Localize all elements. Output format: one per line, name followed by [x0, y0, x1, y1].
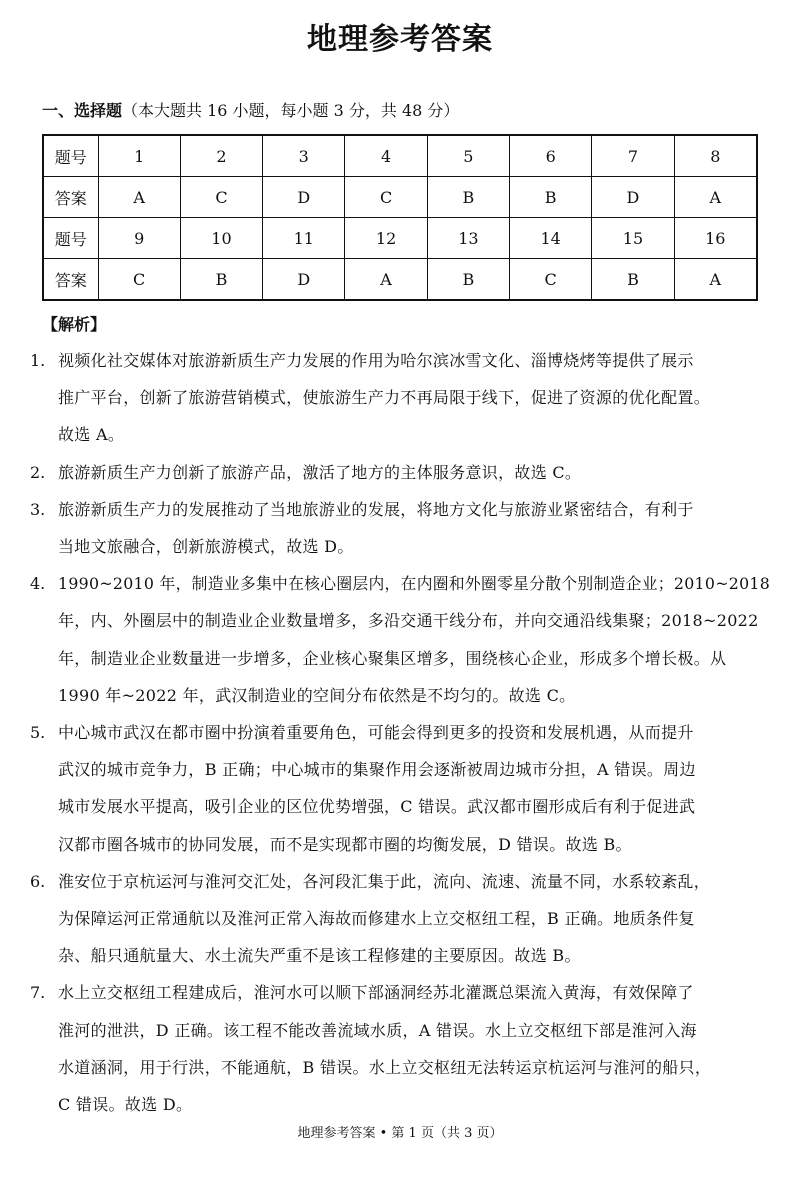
table-cell: C — [510, 259, 592, 301]
item-text-line: 年，制造业企业数量进一步增多，企业核心聚集区增多，围绕核心企业，形成多个增长极。从 — [58, 648, 727, 668]
table-cell: 8 — [674, 135, 757, 177]
analysis-item — [30, 491, 770, 565]
row-label: 答案 — [43, 259, 98, 301]
table-cell: A — [674, 259, 757, 301]
item-number: 6. — [30, 871, 46, 891]
table-cell: A — [674, 177, 757, 218]
item-text-line: 视频化社交媒体对旅游新质生产力发展的作用为哈尔滨冰雪文化、淄博烧烤等提供了展示 — [58, 351, 694, 370]
table-cell: A — [345, 259, 427, 301]
item-number: 2. — [30, 462, 46, 482]
analysis-heading: 【解析】 — [42, 315, 107, 334]
item-number: 7. — [30, 983, 46, 1003]
table-cell: 3 — [263, 135, 345, 177]
table-cell: D — [592, 177, 674, 218]
table-cell: C — [180, 177, 262, 218]
item-text-line: 中心城市武汉在都市圈中扮演着重要角色，可能会得到更多的投资和发展机遇，从而提升 — [58, 723, 694, 743]
table-row — [43, 177, 757, 218]
item-text-line: 水道涵洞，用于行洪，不能通航，B 错误。水上立交枢纽无法转运京杭运河与淮河的船只， — [58, 1057, 712, 1077]
table-cell: C — [98, 259, 180, 301]
table-cell: B — [427, 177, 509, 218]
analysis-item — [30, 974, 770, 1123]
table-cell: B — [510, 177, 592, 218]
answer-table — [42, 134, 758, 301]
table-cell: 15 — [592, 218, 674, 259]
item-text-line: 水上立交枢纽工程建成后，淮河水可以顺下部涵洞经苏北灌溉总渠流入黄海，有效保障了 — [58, 983, 694, 1003]
page-footer: 地理参考答案 • 第 1 页（共 3 页） — [297, 1126, 503, 1141]
analysis-item — [30, 714, 770, 863]
page-title: 地理参考答案 — [307, 22, 493, 57]
row-label: 答案 — [43, 177, 98, 218]
table-cell: B — [592, 259, 674, 301]
item-text-line: 武汉的城市竞争力，B 正确；中心城市的集聚作用会逐渐被周边城市分担，A 错误。周边 — [58, 760, 696, 780]
item-text-line: 1990 年~2022 年，武汉制造业的空间分布依然是不均匀的。故选 C。 — [58, 685, 576, 705]
table-cell: 6 — [510, 135, 592, 177]
section-label: 一、选择题 — [42, 101, 123, 120]
row-label: 题号 — [43, 218, 98, 259]
table-cell: 14 — [510, 218, 592, 259]
item-text-line: 城市发展水平提高，吸引企业的区位优势增强，C 错误。武汉都市圈形成后有利于促进武 — [58, 797, 696, 817]
section-heading — [42, 98, 459, 121]
item-number: 1. — [30, 351, 46, 370]
analysis-item — [30, 863, 770, 975]
item-number: 3. — [30, 499, 46, 519]
table-cell: 13 — [427, 218, 509, 259]
section-note: （本大题共 16 小题，每小题 3 分，共 48 分） — [122, 101, 460, 120]
analysis-list — [30, 342, 770, 1123]
table-cell: 9 — [98, 218, 180, 259]
table-cell: 12 — [345, 218, 427, 259]
item-text-line: 淮河的泄洪，D 正确。该工程不能改善流域水质，A 错误。水上立交枢纽下部是淮河入海 — [58, 1020, 697, 1040]
item-text-line: 旅游新质生产力的发展推动了当地旅游业的发展，将地方文化与旅游业紧密结合，有利于 — [58, 499, 694, 519]
table-cell: 16 — [674, 218, 757, 259]
table-row — [43, 135, 757, 177]
item-text-line: 当地文旅融合，创新旅游模式，故选 D。 — [58, 537, 354, 557]
table-cell: C — [345, 177, 427, 218]
row-label: 题号 — [43, 135, 98, 177]
item-text-line: 年，内、外圈层中的制造业企业数量增多，多沿交通干线分布，并向交通沿线集聚；2018~2022 — [58, 611, 759, 631]
table-cell: 11 — [263, 218, 345, 259]
table-cell: 4 — [345, 135, 427, 177]
item-text-line: 推广平台，创新了旅游营销模式，使旅游生产力不再局限于线下，促进了资源的优化配置。 — [58, 388, 711, 408]
item-number: 4. — [30, 574, 46, 594]
item-text-line: 杂、船只通航量大、水土流失严重不是该工程修建的主要原因。故选 B。 — [58, 946, 581, 966]
table-row — [43, 218, 757, 259]
analysis-item — [30, 454, 770, 491]
table-cell: B — [180, 259, 262, 301]
table-cell: D — [263, 177, 345, 218]
table-row — [43, 259, 757, 301]
analysis-item — [30, 342, 770, 454]
item-text-line: 淮安位于京杭运河与淮河交汇处，各河段汇集于此，流向、流速、流量不同，水系较紊乱， — [58, 871, 711, 891]
table-cell: B — [427, 259, 509, 301]
table-cell: 10 — [180, 218, 262, 259]
table-cell: 1 — [98, 135, 180, 177]
table-cell: D — [263, 259, 345, 301]
table-cell: 2 — [180, 135, 262, 177]
item-text-line: 为保障运河正常通航以及淮河正常入海故而修建水上立交枢纽工程，B 正确。地质条件复 — [58, 909, 695, 929]
item-text-line: 1990~2010 年，制造业多集中在核心圈层内，在内圈和外圈零星分散个别制造企业；2010~2018 — [58, 574, 771, 594]
item-text-line: 汉都市圈各城市的协同发展，而不是实现都市圈的均衡发展，D 错误。故选 B。 — [58, 834, 632, 854]
table-cell: 5 — [427, 135, 509, 177]
table-cell: 7 — [592, 135, 674, 177]
item-text-line: 旅游新质生产力创新了旅游产品，激活了地方的主体服务意识，故选 C。 — [58, 462, 582, 482]
item-text-line: 故选 A。 — [58, 425, 125, 445]
analysis-item — [30, 565, 770, 714]
item-text-line: C 错误。故选 D。 — [58, 1095, 193, 1115]
item-number: 5. — [30, 723, 46, 743]
table-cell: A — [98, 177, 180, 218]
